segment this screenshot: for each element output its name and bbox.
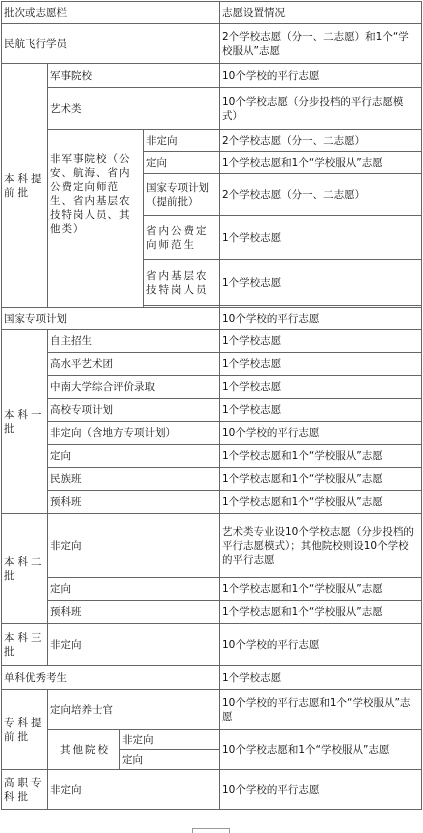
table-row (2, 468, 422, 491)
header-settings: 志愿设置情况 (220, 2, 422, 24)
table-row (2, 601, 422, 624)
row-value: 1个学校志愿 (220, 666, 422, 690)
row-label: 国家专项计划 (2, 308, 220, 330)
row-label: 中南大学综合评价录取 (48, 376, 220, 399)
row-value: 10个学校的平行志愿 (220, 422, 422, 445)
row-value: 1个学校志愿和1个“学校服从”志愿 (220, 491, 422, 514)
table-row (2, 24, 422, 64)
row-value: 1个学校志愿 (220, 260, 422, 306)
table-row (2, 330, 422, 353)
batch-label: 本科二批 (2, 514, 48, 624)
row-label: 预科班 (48, 491, 220, 514)
row-value: 1个学校志愿和1个“学校服从”志愿 (220, 152, 422, 174)
row-value: 艺术类专业设10个学校志愿（分步投档的平行志愿模式）；其他院校则设10个学校的平行志愿 (220, 514, 422, 578)
row-value: 10个学校的平行志愿和1个“学校服从”志愿 (220, 690, 422, 730)
row-label: 省内公费定向师范生 (144, 216, 220, 260)
row-value: 10个学校的平行志愿 (220, 770, 422, 810)
row-label: 省内基层农技特岗人员 (144, 260, 220, 306)
volunteer-settings-table (1, 1, 422, 810)
row-label: 定向 (120, 750, 220, 770)
table-row (2, 624, 422, 666)
row-value: 1个学校志愿和1个“学校服从”志愿 (220, 445, 422, 468)
row-label: 自主招生 (48, 330, 220, 353)
table-row (2, 666, 422, 690)
category-label: 其他院校 (48, 730, 120, 770)
row-value: 1个学校志愿 (220, 376, 422, 399)
row-value: 1个学校志愿 (220, 330, 422, 353)
row-label: 定向 (48, 445, 220, 468)
table-row (2, 308, 422, 330)
category-label: 非军事院校（公安、航海、省内公费定向师范生、省内基层农技特岗人员、其他类） (48, 152, 144, 308)
row-label: 定向培养士官 (48, 690, 220, 730)
table-row (2, 376, 422, 399)
header-batch: 批次或志愿栏 (2, 2, 220, 24)
table-row (2, 130, 422, 152)
table-row (2, 491, 422, 514)
table-row (2, 353, 422, 376)
row-label: 国家专项计划（提前批） (144, 174, 220, 216)
table-row (2, 422, 422, 445)
row-label: 民航飞行学员 (2, 24, 220, 64)
row-value: 1个学校志愿 (220, 353, 422, 376)
table-row (2, 770, 422, 810)
table-row (2, 399, 422, 422)
batch-label: 本科三批 (2, 624, 48, 666)
row-value: 10个学校的平行志愿 (220, 64, 422, 88)
table-row (2, 64, 422, 88)
row-label: 非定向 (144, 130, 220, 152)
footer-tab (192, 828, 230, 833)
row-value: 2个学校志愿（分一、二志愿） (220, 130, 422, 152)
table-row (2, 445, 422, 468)
batch-label: 本科一批 (2, 330, 48, 514)
row-value: 1个学校志愿 (220, 399, 422, 422)
batch-label: 专科提前批 (2, 690, 48, 770)
row-value: 1个学校志愿 (220, 216, 422, 260)
row-label: 非定向 (48, 770, 220, 810)
row-label: 定向 (144, 152, 220, 174)
row-label: 高水平艺术团 (48, 353, 220, 376)
row-label: 民族班 (48, 468, 220, 491)
row-label: 高校专项计划 (48, 399, 220, 422)
row-label: 非定向 (48, 514, 220, 578)
row-label: 预科班 (48, 601, 220, 624)
row-label: 军事院校 (48, 64, 220, 88)
row-label: 单科优秀考生 (2, 666, 220, 690)
row-value: 2个学校志愿（分一、二志愿）和1个“学校服从”志愿 (220, 24, 422, 64)
row-label: 定向 (48, 578, 220, 601)
table-row (2, 514, 422, 578)
table-row (2, 690, 422, 730)
row-value: 10个学校的平行志愿 (220, 624, 422, 666)
row-value: 1个学校志愿和1个“学校服从”志愿 (220, 601, 422, 624)
table-row (2, 152, 422, 174)
row-label: 非定向 (120, 730, 220, 750)
row-value: 10个学校志愿（分步投档的平行志愿模式） (220, 88, 422, 130)
table-header-row (2, 2, 422, 24)
batch-label: 本科提前批 (2, 64, 48, 308)
table-row (2, 578, 422, 601)
row-value: 1个学校志愿和1个“学校服从”志愿 (220, 578, 422, 601)
row-value: 2个学校志愿（分一、二志愿） (220, 174, 422, 216)
row-value: 10个学校的平行志愿 (220, 308, 422, 330)
table-row (2, 88, 422, 130)
batch-label: 高职专科批 (2, 770, 48, 810)
row-label: 非定向 (48, 624, 220, 666)
row-value: 1个学校志愿和1个“学校服从”志愿 (220, 468, 422, 491)
row-label: 非定向（含地方专项计划） (48, 422, 220, 445)
row-value: 10个学校志愿和1个“学校服从”志愿 (220, 730, 422, 770)
row-label: 艺术类 (48, 88, 220, 130)
table-row (2, 730, 422, 750)
